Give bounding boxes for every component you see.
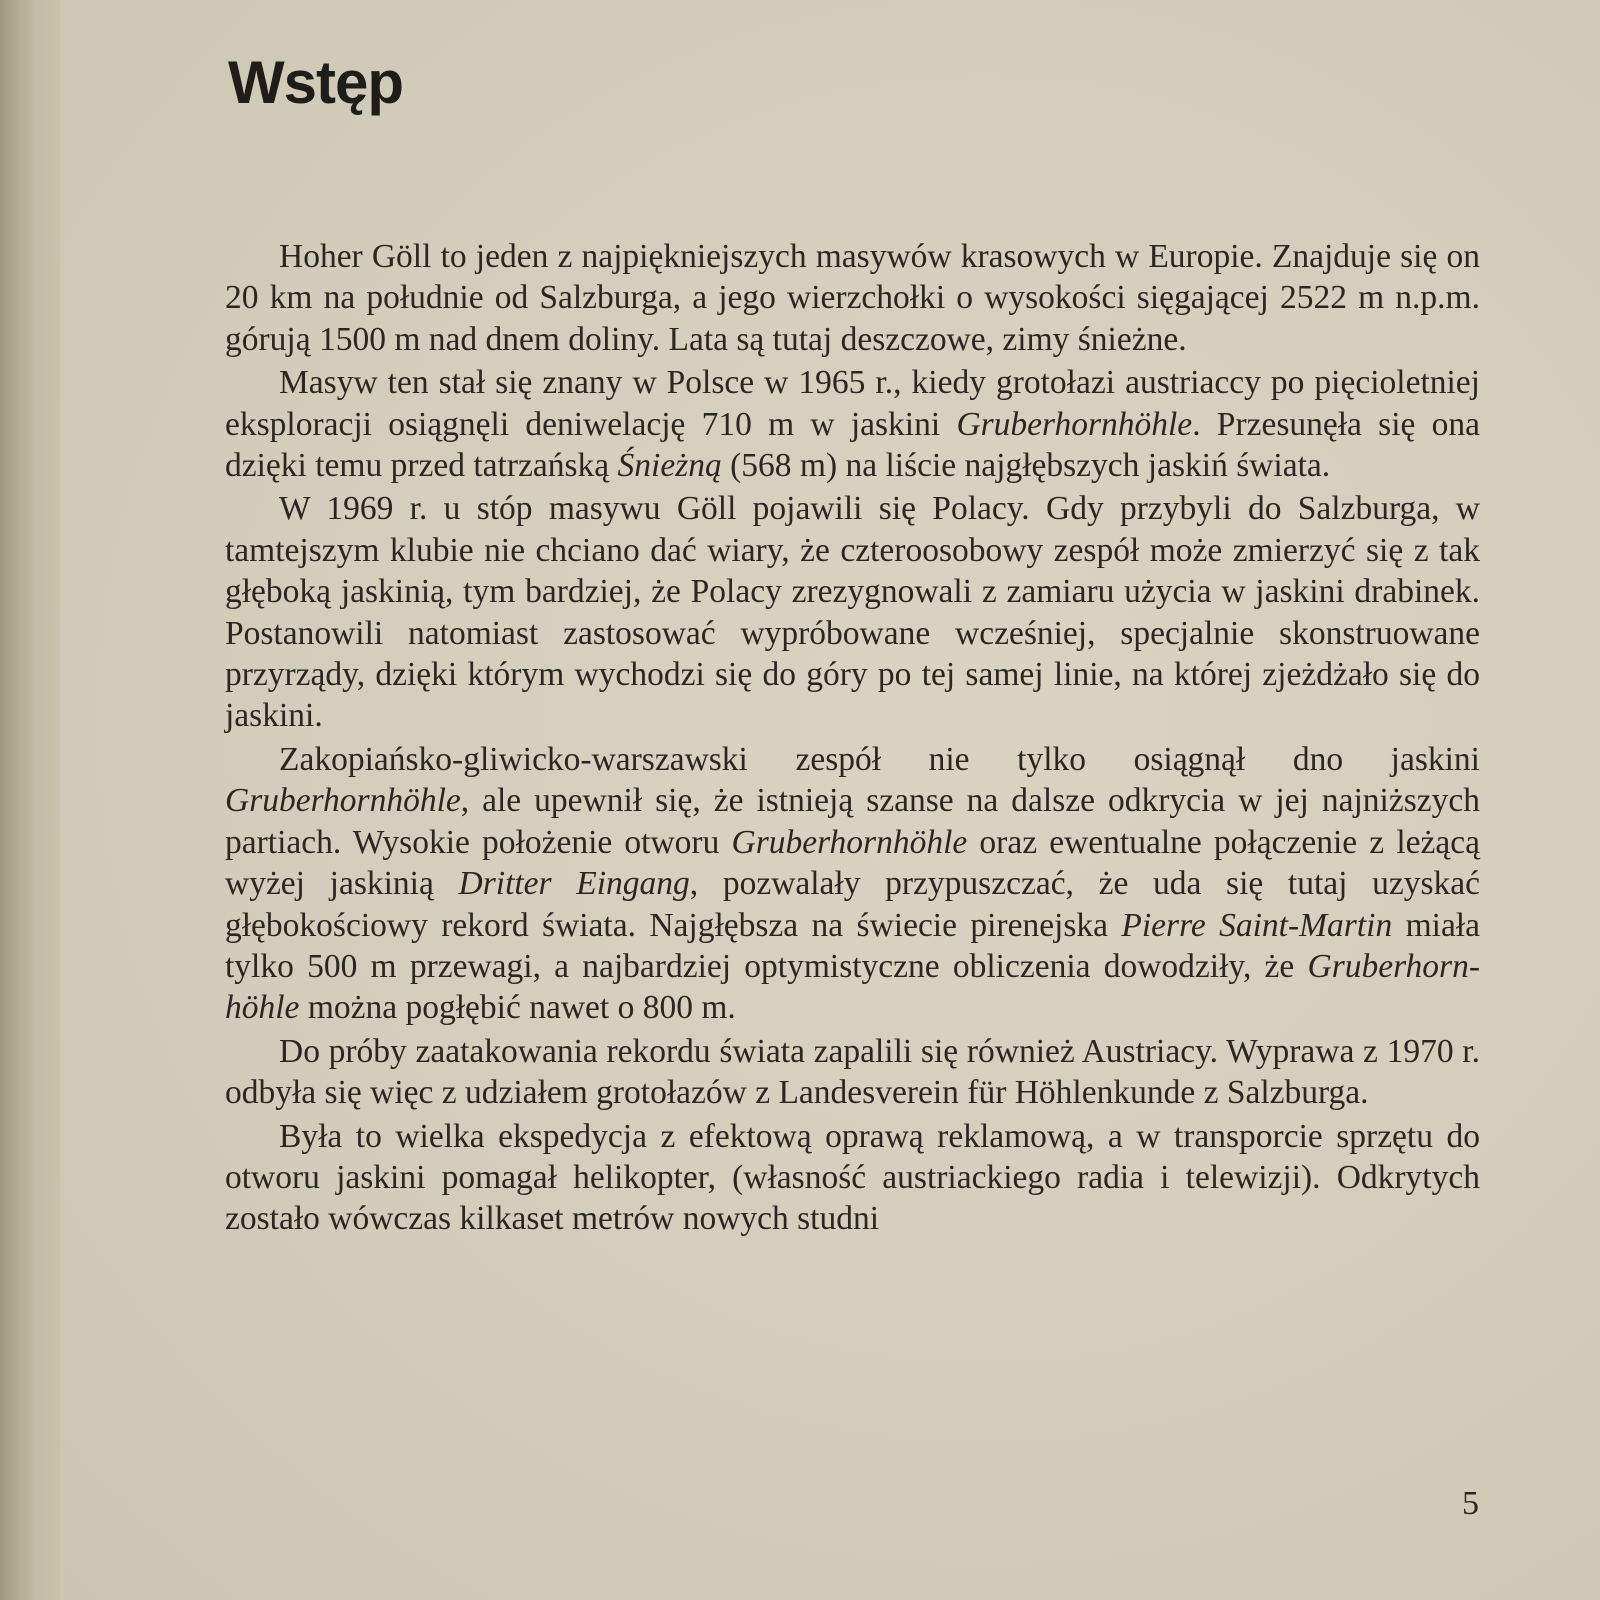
page-number: 5 xyxy=(1462,1485,1479,1522)
text-run: . Przesunęła się ona dzięki temu przed tatrzańską xyxy=(225,405,1480,485)
italic-term: Dritter Eingang xyxy=(458,865,690,903)
text-run: W 1969 r. u stóp masywu Göll pojawili się Polacy. Gdy przybyli do Salzburga, w tamtejszym klubie nie chciano dać wiary, że czteroosobowy zespół może zmierzyć się z tak głęboką jaskinią, tym bardziej, że Polacy zrezygnowali z zamiaru użycia w jaskini drabinek. Postanowili natomiast zastosować wypróbowane wcześniej, specjalnie skonstruowane przyrządy, dzięki którym wychodzi się do góry po tej samej linie, na której zjeżdżało się do jaskini. xyxy=(225,490,1480,735)
paragraph-5 xyxy=(225,1031,1480,1114)
text-run: miała tylko 500 m przewagi, a najbardziej optymistyczne obliczenia dowodziły, że xyxy=(225,906,1480,985)
text-run: (568 m) na liście najgłębszych jaskiń świata. xyxy=(721,447,1331,485)
body-text xyxy=(225,236,1480,1240)
text-run: Była to wielka ekspedycja z efektową oprawą reklamową, a w transporcie sprzętu do otworu jaskini pomagał helikopter, (własność austriackiego radia i telewizji). Odkrytych zostało wówczas kilkaset metrów nowych studni xyxy=(225,1117,1480,1238)
text-run: , pozwalały przypuszczać, że uda się tutaj uzyskać głębokościowy rekord świata. Najgłębsza na świecie pirenejska xyxy=(225,865,1481,944)
chapter-heading: Wstęp xyxy=(228,49,403,116)
text-run: , ale upewnił się, że istnieją szanse na dalsze odkrycia w jej najniższych partiach. Wysokie położenie otworu xyxy=(225,782,1480,861)
paragraph-3 xyxy=(225,488,1480,736)
text-run: Masyw ten stał się znany w Polsce w 1965 r., kiedy grotołazi austriaccy po pięcioletniej eksploracji osiągnęli deniwelację 710 m w jaskini xyxy=(225,364,1480,443)
italic-term: Śnieżną xyxy=(617,447,722,485)
text-run: Hoher Göll to jeden z najpiękniejszych masywów krasowych w Europie. Znajduje się on 20 km na południe od Salzburga, a jego wierzchołki o wysokości sięgającej 2522 m n.p.m. górują 1500 m nad dnem doliny. Lata są tutaj deszczowe, zimy śnieżne. xyxy=(225,238,1480,358)
paragraph-6 xyxy=(225,1116,1480,1240)
page-gutter-shadow xyxy=(0,0,34,1600)
italic-term: Gruberhornhöhle xyxy=(225,782,461,820)
paragraph-2 xyxy=(225,362,1480,486)
text-run: Do próby zaatakowania rekordu świata zapalili się również Austriacy. Wyprawa z 1970 r. odbyła się więc z udziałem grotołazów z Landesverein für Höhlenkunde z Salzburga. xyxy=(225,1032,1480,1112)
text-run: Zakopiańsko-gliwicko-warszawski zespół nie tylko osiągnął dno jaskini xyxy=(279,740,1480,778)
paragraph-1 xyxy=(225,236,1480,360)
italic-term: Pierre Saint-Martin xyxy=(1121,906,1393,944)
italic-term: Gruberhornhöhle xyxy=(956,405,1193,443)
text-run: można pogłębić nawet o 800 m. xyxy=(299,989,736,1027)
paragraph-4 xyxy=(225,739,1480,1029)
text-run: oraz ewentualne połączenie z leżącą wyżej jaskinią xyxy=(225,823,1480,903)
italic-term: Gruberhornhöhle xyxy=(225,947,1480,1027)
italic-term: Gruberhornhöhle xyxy=(731,823,968,861)
